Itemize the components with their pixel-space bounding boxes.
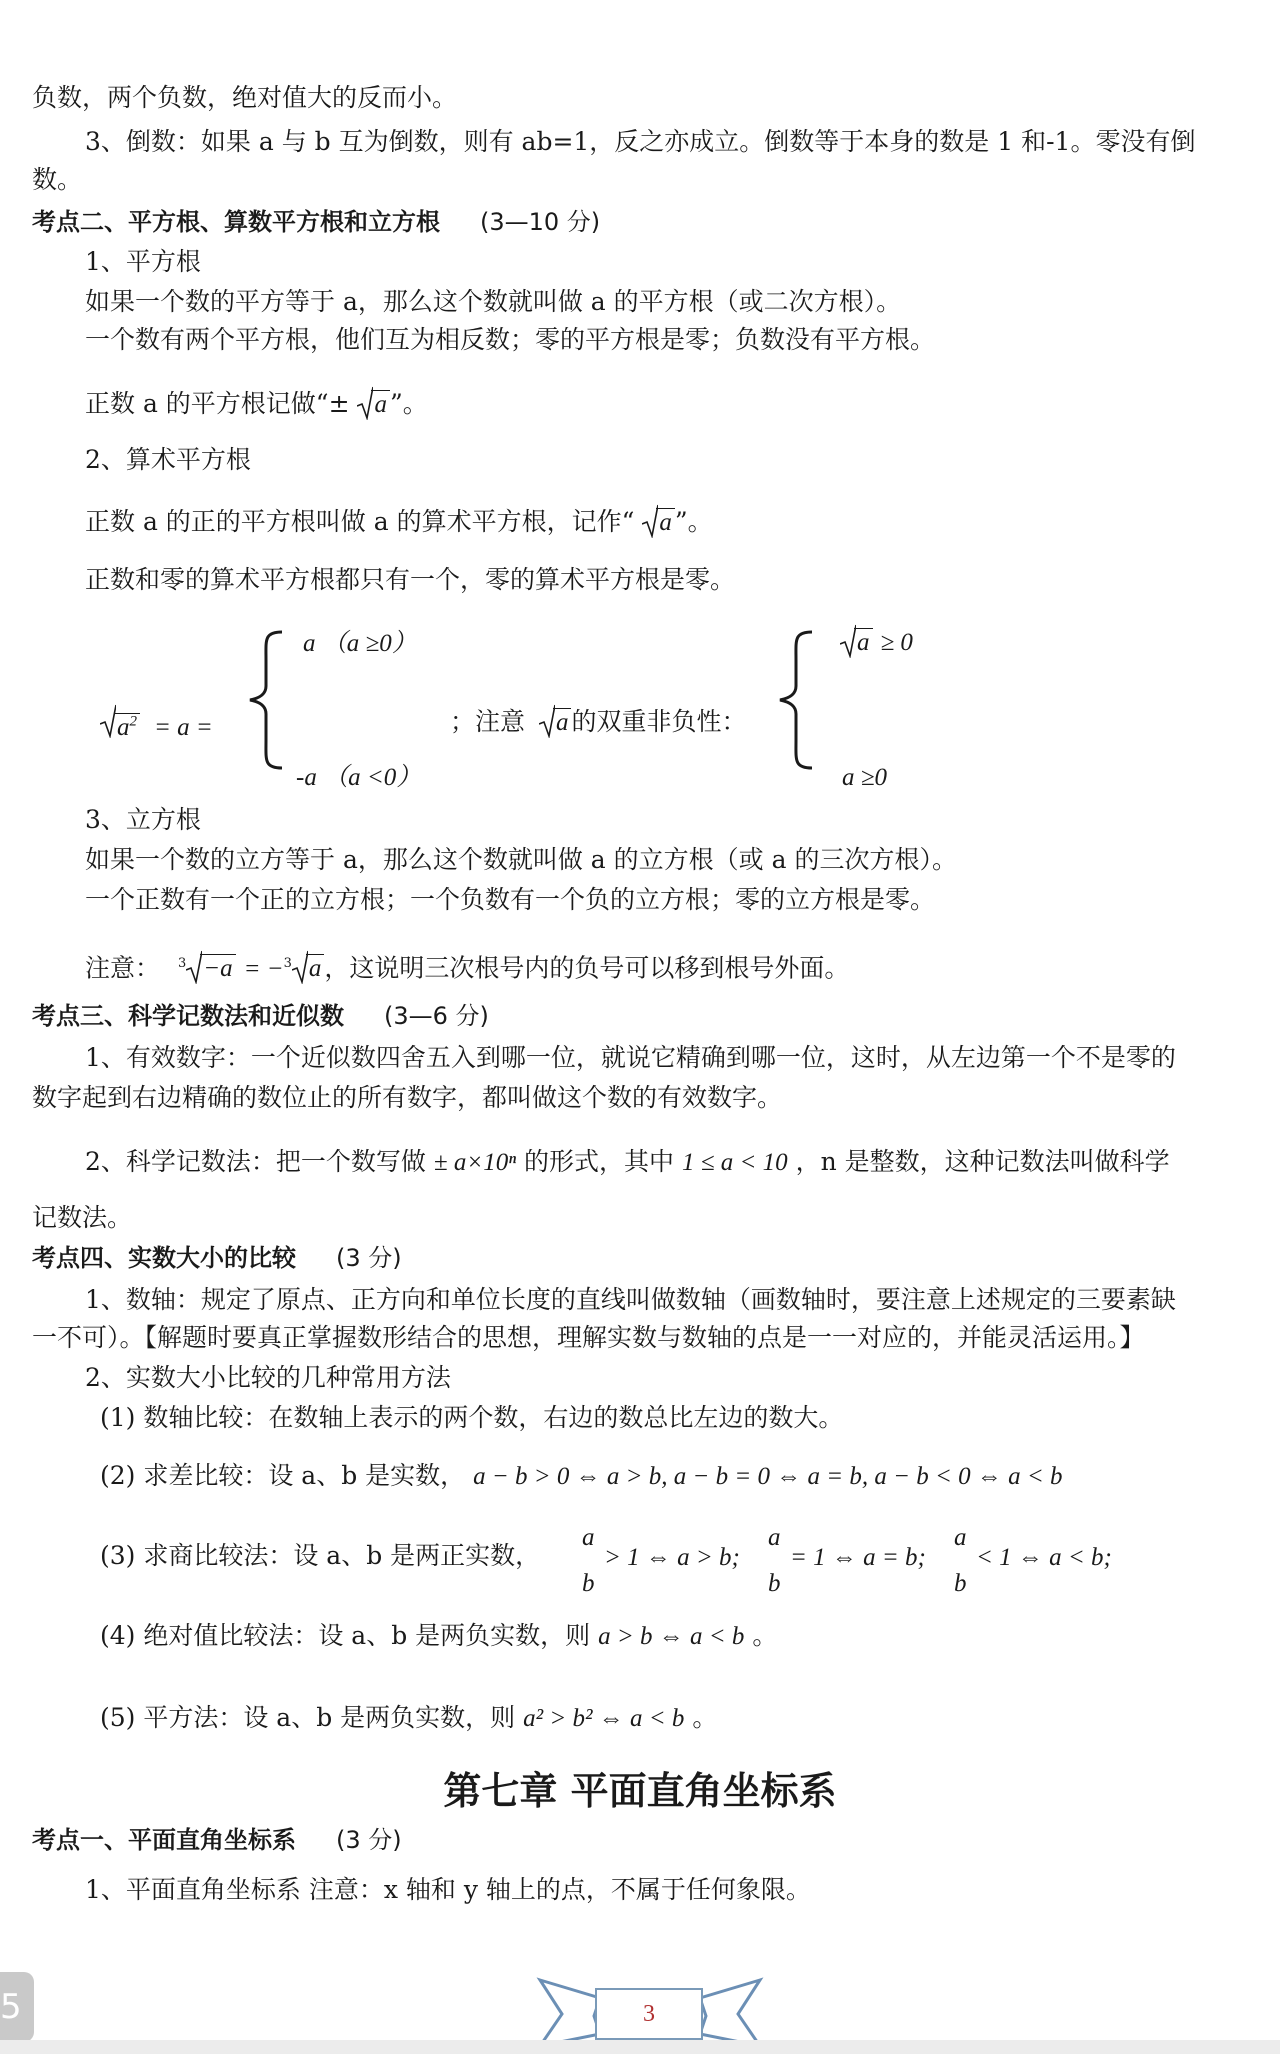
formula-case-bottom-right: a ≥0 (842, 764, 887, 791)
math-expression: ± a×10ⁿ (433, 1149, 517, 1176)
heading-text: 考点四、实数大小的比较 (32, 1244, 296, 1272)
cube-root-expression (186, 952, 235, 985)
math-expression: 1 ≤ a < 10 (682, 1149, 788, 1176)
formula-case-bottom: -a （a <0） (296, 764, 422, 791)
subheading: 3、立方根 (85, 805, 201, 834)
cube-root-index: 3 (283, 956, 292, 971)
text-segment: 2、科学记数法：把一个数写做 (85, 1147, 426, 1176)
text-line (85, 948, 849, 985)
text-line: (3) 求商比较法：设 a、b 是两正实数， (100, 1541, 541, 1570)
radical-sign (840, 624, 856, 658)
math-expression: a > b ⇔ a < b (598, 1623, 745, 1650)
section-heading (32, 1824, 402, 1856)
heading-score: (3 分) (336, 1826, 402, 1854)
math-expression: > 1 ⇔ a > b; (604, 1544, 740, 1571)
text-line: 如果一个数的平方等于 a，那么这个数就叫做 a 的平方根（或二次方根）。 (85, 287, 902, 316)
text-line: 数字起到右边精确的数位止的所有数字，都叫做这个数的有效数字。 (32, 1083, 783, 1112)
fraction-numerator: a (768, 1524, 781, 1551)
section-heading (32, 1000, 489, 1032)
heading-score: (3—10 分) (480, 208, 601, 236)
radicand: a (656, 508, 675, 536)
radicand: −a (200, 954, 235, 982)
text-line: 数。 (32, 165, 83, 194)
radical-sign (186, 950, 202, 984)
fraction-numerator: a (582, 1524, 595, 1551)
radicand: a (371, 390, 390, 418)
text-line: 正数和零的算术平方根都只有一个，零的算术平方根是零。 (85, 565, 736, 594)
formula-case-top: a （a ≥0） (303, 630, 417, 657)
text-segment: 。 (752, 1621, 778, 1650)
radicand: a (553, 708, 572, 736)
text-line: 1、有效数字：一个近似数四舍五入到哪一位，就说它精确到哪一位，这时，从左边第一个不是零的 (85, 1043, 1176, 1072)
text-segment: 正数 a 的正的平方根叫做 a 的算术平方根，记作“ (85, 507, 635, 536)
text-segment: ”。 (389, 389, 428, 418)
text-line: 1、平面直角坐标系 注意：x 轴和 y 轴上的点，不属于任何象限。 (85, 1875, 811, 1904)
text-segment: 注意： (85, 953, 161, 983)
formula-note (450, 706, 746, 739)
text-segment: 的形式，其中 (524, 1147, 675, 1176)
text-segment: ，n 是整数，这种记数法叫做科学 (795, 1147, 1170, 1176)
text-line (100, 1702, 717, 1735)
sqrt-expression (840, 626, 873, 659)
page-number: 3 (595, 1988, 703, 2040)
math-expression: a − b > 0 ⇔ a > b, a − b = 0 ⇔ a = b, a − b < 0 ⇔ a < b (473, 1463, 1063, 1490)
sqrt-expression (357, 388, 390, 421)
footer-bar (0, 2040, 1280, 2054)
left-brace-icon (246, 630, 286, 770)
radicand: a (854, 628, 873, 656)
text-line: 3、倒数：如果 a 与 b 互为倒数，则有 ab=1，反之亦成立。倒数等于本身的数是 1 和-1。零没有倒 (85, 127, 1196, 156)
text-line: (1) 数轴比较：在数轴上表示的两个数，右边的数总比左边的数大。 (100, 1403, 844, 1432)
text-segment: ”。 (674, 507, 713, 536)
radicand: a (306, 954, 325, 982)
text-line: 负数，两个负数，绝对值大的反而小。 (32, 83, 458, 112)
text-line: 1、数轴：规定了原点、正方向和单位长度的直线叫做数轴（画数轴时，要注意上述规定的三要素缺 (85, 1285, 1176, 1314)
cube-root-index: 3 (177, 956, 187, 971)
text-line: 2、实数大小比较的几种常用方法 (85, 1363, 451, 1392)
text-segment: 。 (692, 1703, 718, 1732)
text-segment: (5) 平方法：设 a、b 是两负实数，则 (100, 1703, 516, 1732)
formula-case-top-right (840, 626, 913, 659)
radical-sign (100, 704, 116, 738)
radicand: $a^2$ (114, 713, 140, 741)
math-expression: a² > b² ⇔ a < b (523, 1705, 685, 1732)
text-line: 记数法。 (32, 1203, 133, 1232)
radical-sign (642, 504, 658, 538)
text-segment: 正数 a 的平方根记做“± (85, 389, 350, 418)
subheading: 1、平方根 (85, 247, 201, 276)
fraction-numerator: a (954, 1524, 967, 1551)
heading-score: (3—6 分) (384, 1002, 489, 1030)
chapter-title: 第七章 平面直角坐标系 (443, 1769, 837, 1813)
radical-sign (292, 950, 308, 984)
text-line (100, 1460, 1062, 1493)
fraction-denominator: b (768, 1570, 781, 1597)
text-line: 一不可）。【解题时要真正掌握数形结合的思想，理解实数与数轴的点是一一对应的，并能灵活运用。】 (32, 1323, 1145, 1352)
fraction-denominator: b (582, 1570, 595, 1597)
sqrt-expression (100, 706, 140, 744)
text-segment: (4) 绝对值比较法：设 a、b 是两负实数，则 (100, 1621, 591, 1650)
inequality: ≥ 0 (880, 629, 913, 656)
math-expression: = 1 ⇔ a = b; (790, 1544, 926, 1571)
text-segment: 的双重非负性： (571, 707, 747, 736)
heading-text: 考点二、平方根、算数平方根和立方根 (32, 208, 440, 236)
subheading: 2、算术平方根 (85, 445, 251, 474)
text-line (85, 506, 713, 539)
fraction-denominator: b (954, 1570, 967, 1597)
radical-sign (539, 704, 555, 738)
text-segment: (2) 求差比较：设 a、b 是实数， (100, 1461, 466, 1490)
formula-lhs (100, 706, 213, 744)
section-heading (32, 206, 600, 238)
text-line: 如果一个数的立方等于 a，那么这个数就叫做 a 的立方根（或 a 的三次方根）。 (85, 845, 957, 874)
cube-root-expression (292, 952, 325, 985)
left-brace-icon (776, 630, 816, 770)
text-line (85, 1146, 1170, 1179)
radical-sign (357, 386, 373, 420)
heading-text: 考点三、科学记数法和近似数 (32, 1002, 344, 1030)
text-segment: ；注意 (450, 707, 526, 736)
sqrt-expression (642, 506, 675, 539)
math-expression: < 1 ⇔ a < b; (976, 1544, 1112, 1571)
text-line (85, 388, 428, 421)
equals-minus: = − (243, 955, 284, 983)
formula-equals: = a = (153, 714, 213, 742)
heading-score: (3 分) (336, 1244, 402, 1272)
side-page-tab[interactable]: 5 (0, 1972, 34, 2042)
text-line: 一个数有两个平方根，他们互为相反数；零的平方根是零；负数没有平方根。 (85, 325, 936, 354)
sqrt-expression (539, 706, 572, 739)
text-segment: ，这说明三次根号内的负号可以移到根号外面。 (324, 953, 850, 983)
text-line (100, 1620, 777, 1653)
text-line: 一个正数有一个正的立方根；一个负数有一个负的立方根；零的立方根是零。 (85, 885, 936, 914)
heading-text: 考点一、平面直角坐标系 (32, 1826, 296, 1854)
section-heading (32, 1242, 402, 1274)
